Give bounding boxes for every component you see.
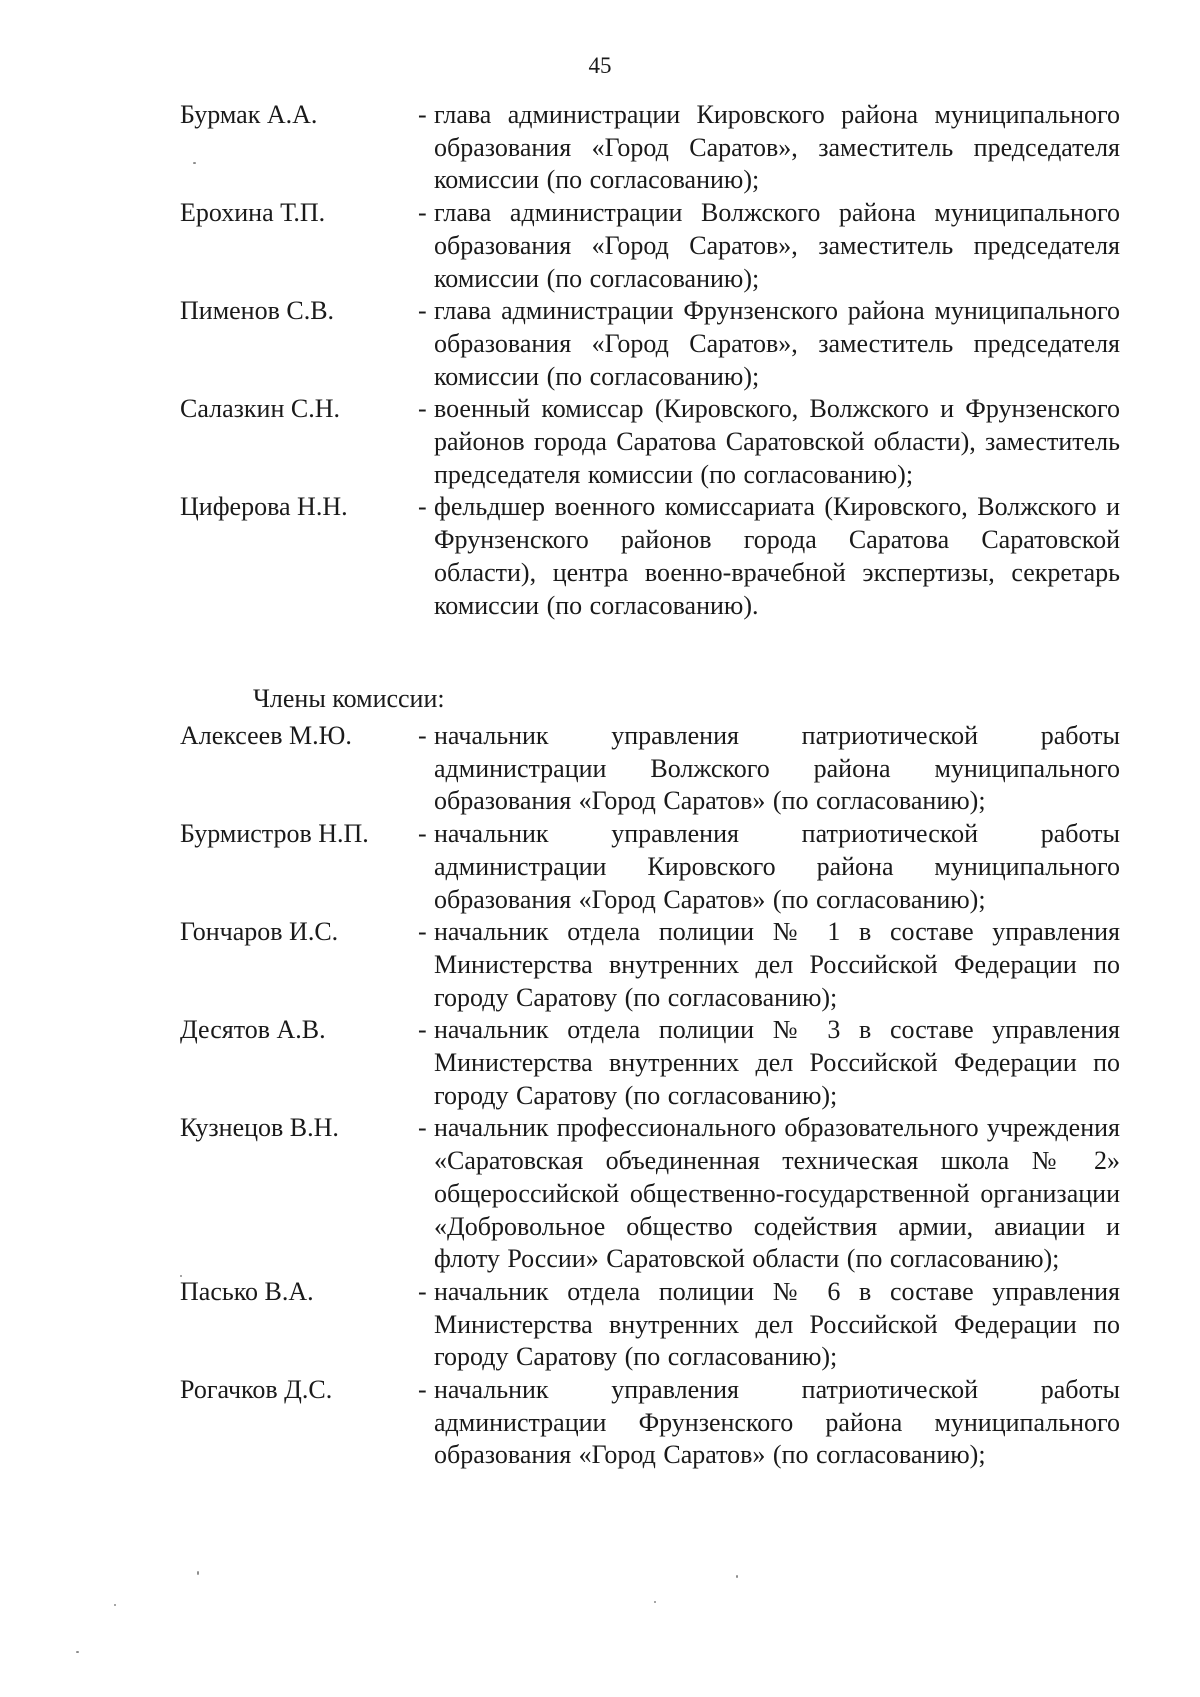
page-number: 45 (588, 53, 612, 78)
member-role: начальник управления патриотической работы администрации Кировского района муниципального образования «Город Саратов» (по согласованию); (434, 819, 1120, 914)
scan-speck (76, 1651, 79, 1653)
member-name: Пасько В.А. (180, 1276, 314, 1306)
list-item (180, 916, 1120, 1014)
dash-separator: - (418, 296, 427, 326)
dash-separator: - (418, 1276, 427, 1306)
member-name: Салазкин С.Н. (180, 394, 340, 424)
member-role: начальник отдела полиции № 1 в составе управления Министерства внутренних дел Российской Федерации по городу Саратову (по согласованию); (434, 917, 1120, 1012)
dash-separator: - (418, 721, 427, 750)
dash-separator: - (418, 1375, 427, 1405)
list-item (180, 1374, 1120, 1472)
list-item (180, 818, 1120, 916)
scan-speck (197, 1571, 199, 1575)
member-role: военный комиссар (Кировского, Волжского и Фрунзенского районов города Саратова Саратовской области), заместитель председателя комиссии (по согласованию); (434, 394, 1120, 489)
member-name: Алексеев М.Ю. (180, 721, 352, 750)
member-name: Ерохина Т.П. (180, 198, 326, 228)
members-heading: Члены комиссии: (253, 684, 445, 713)
member-name: Бурмистров Н.П. (180, 819, 369, 849)
member-name: Циферова Н.Н. (180, 492, 348, 522)
member-role: начальник отдела полиции № 3 в составе управления Министерства внутренних дел Российской Федерации по городу Саратову (по согласованию); (434, 1015, 1120, 1110)
member-name: Гончаров И.С. (180, 917, 339, 947)
member-role: фельдшер военного комиссариата (Кировского, Волжского и Фрунзенского районов города Саратова Саратовской области), центра военно-врачебной экспертизы, секретарь комиссии (по согласованию). (434, 492, 1120, 620)
dash-separator: - (418, 819, 427, 849)
list-item (180, 1276, 1120, 1374)
dash-separator: - (418, 394, 427, 424)
list-item (180, 720, 1120, 818)
dash-separator: - (418, 198, 427, 228)
dash-separator: - (418, 917, 427, 947)
list-item (180, 491, 1120, 622)
member-role: глава администрации Кировского района муниципального образования «Город Саратов», заместитель председателя комиссии (по согласованию); (434, 100, 1120, 195)
scan-speck (180, 1275, 182, 1277)
member-name: Пименов С.В. (180, 296, 335, 326)
member-name: Рогачков Д.С. (180, 1375, 333, 1405)
member-name: Кузнецов В.Н. (180, 1113, 339, 1143)
dash-separator: - (418, 1015, 427, 1045)
member-name: Десятов А.В. (180, 1015, 326, 1045)
member-role: начальник отдела полиции № 6 в составе управления Министерства внутренних дел Российской Федерации по городу Саратову (по согласованию); (434, 1276, 1120, 1372)
list-item (180, 393, 1120, 491)
list-item (180, 99, 1120, 197)
member-role: глава администрации Фрунзенского района муниципального образования «Город Саратов», заместитель председателя комиссии (по согласованию); (434, 296, 1120, 391)
dash-separator: - (418, 1113, 427, 1143)
scan-speck (114, 1604, 116, 1606)
commission-members-list (180, 720, 1120, 1472)
list-item (180, 197, 1120, 295)
commission-leadership-list (180, 99, 1120, 622)
list-item (180, 1014, 1120, 1112)
scan-speck (654, 1601, 656, 1603)
dash-separator: - (418, 100, 427, 129)
member-role: начальник управления патриотической работы администрации Волжского района муниципального образования «Город Саратов» (по согласованию); (434, 721, 1120, 816)
member-role: начальник управления патриотической работы администрации Фрунзенского района муниципального образования «Город Саратов» (по согласованию); (434, 1375, 1120, 1470)
member-name: Бурмак А.А. (180, 100, 318, 129)
member-role: глава администрации Волжского района муниципального образования «Город Саратов», заместитель председателя комиссии (по согласованию); (434, 198, 1120, 293)
scan-speck (736, 1575, 738, 1578)
member-role: начальник профессионального образовательного учреждения «Саратовская объединенная техническая школа № 2» общероссийской общественно-государственной организации «Добровольное общество содействия армии, авиации и флоту России» Саратовской области (по согласованию); (434, 1113, 1120, 1274)
scan-speck (193, 162, 196, 164)
list-item (180, 295, 1120, 393)
dash-separator: - (418, 492, 427, 522)
list-item (180, 1112, 1120, 1276)
